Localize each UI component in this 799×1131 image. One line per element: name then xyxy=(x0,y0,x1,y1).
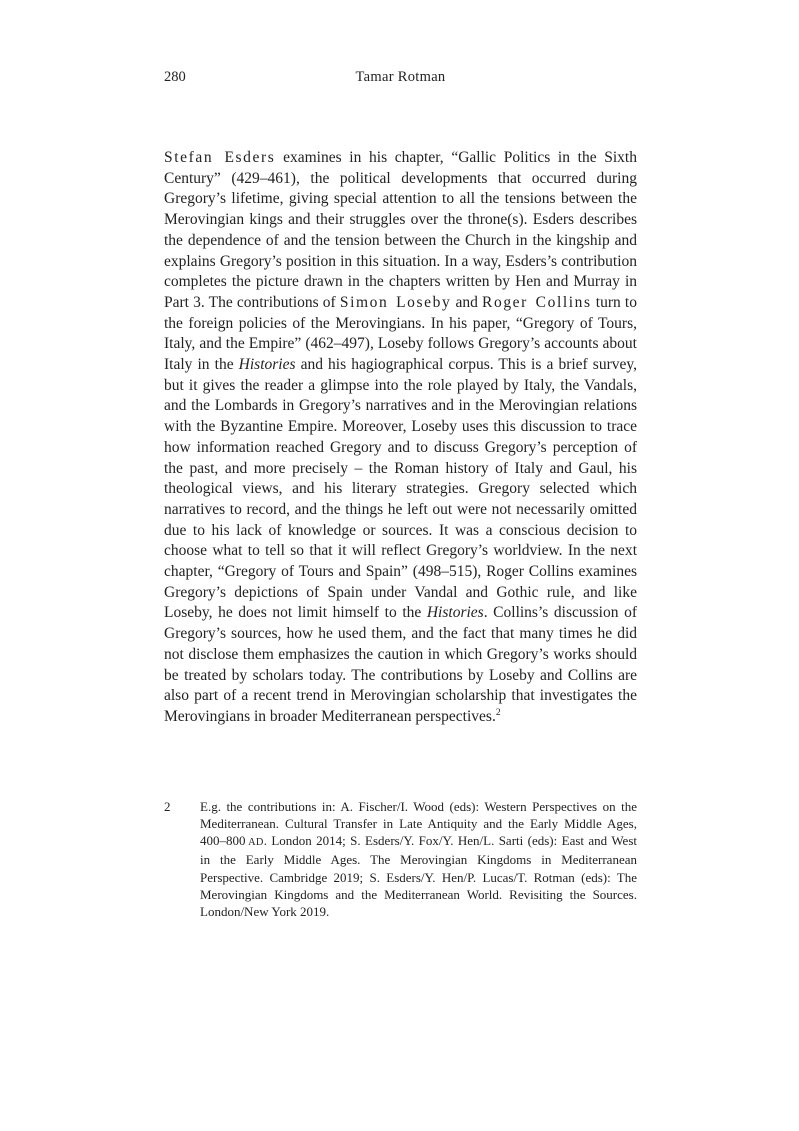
running-header: Tamar Rotman xyxy=(355,69,446,85)
page-number: 280 xyxy=(164,69,186,85)
page-header xyxy=(164,67,637,87)
footnote-text: E.g. the contributions in: A. Fischer/I. Wood (eds): Western Perspectives on the Mediterranean. Cultural Transfer in Late Antiquity and the Early Middle Ages, 400–800 AD. London 2014; S. Esders/Y. Fox/Y. Hen/L. Sarti (eds): East and West in the Early Middle Ages. The Merovingian Kingdoms in Mediterranean Perspective. Cambridge 2019; S. Esders/Y. Hen/P. Lucas/T. Rotman (eds): The Merovingian Kingdoms and the Mediterranean World. Revisiting the Sources. London/New York 2019. xyxy=(200,798,637,919)
body-paragraph: Stefan Esders examines in his chapter, “Gallic Politics in the Sixth Century” (429–461), the political developments that occurred during Gregory’s lifetime, giving special attention to all the tensions between the Merovingian kings and their struggles over the throne(s). Esders describes the dependence of and the tension between the Church in the kingship and explains Gregory’s position in this situation. In a way, Esders’s contribution completes the picture drawn in the chapters written by Hen and Murray in Part 3. The contributions of Simon Loseby and Roger Collins turn to the foreign policies of the Merovingians. In his paper, “Gregory of Tours, Italy, and the Empire” (462–497), Loseby follows Gregory’s accounts about Italy in the Histories and his hagiographical corpus. This is a brief survey, but it gives the reader a glimpse into the role played by Italy, the Vandals, and the Lombards in Gregory’s narratives and in the Merovingian relations with the Byzantine Empire. Moreover, Loseby uses this discussion to trace how information reached Gregory and to discuss Gregory’s perception of the past, and more precisely – the Roman history of Italy and Gaul, his theological views, and his literary strategies. Gregory selected which narratives to record, and the things he left out were not necessarily omitted due to his lack of knowledge or sources. It was a conscious decision to choose what to tell so that it will reflect Gregory’s worldview. In the next chapter, “Gregory of Tours and Spain” (498–515), Roger Collins examines Gregory’s depictions of Spain under Vandal and Gothic rule, and like Loseby, he does not limit himself to the Histories. Collins’s discussion of Gregory’s sources, how he used them, and the fact that many times he did not disclose them emphasizes the caution in which Gregory’s works should be treated by scholars today. The contributions by Loseby and Collins are also part of a recent trend in Merovingian scholarship that investigates the Merovingians in broader Mediterranean perspectives.$^2$ xyxy=(164,149,637,725)
footnote-number: 2 xyxy=(164,798,171,814)
footnote-section xyxy=(164,798,637,920)
